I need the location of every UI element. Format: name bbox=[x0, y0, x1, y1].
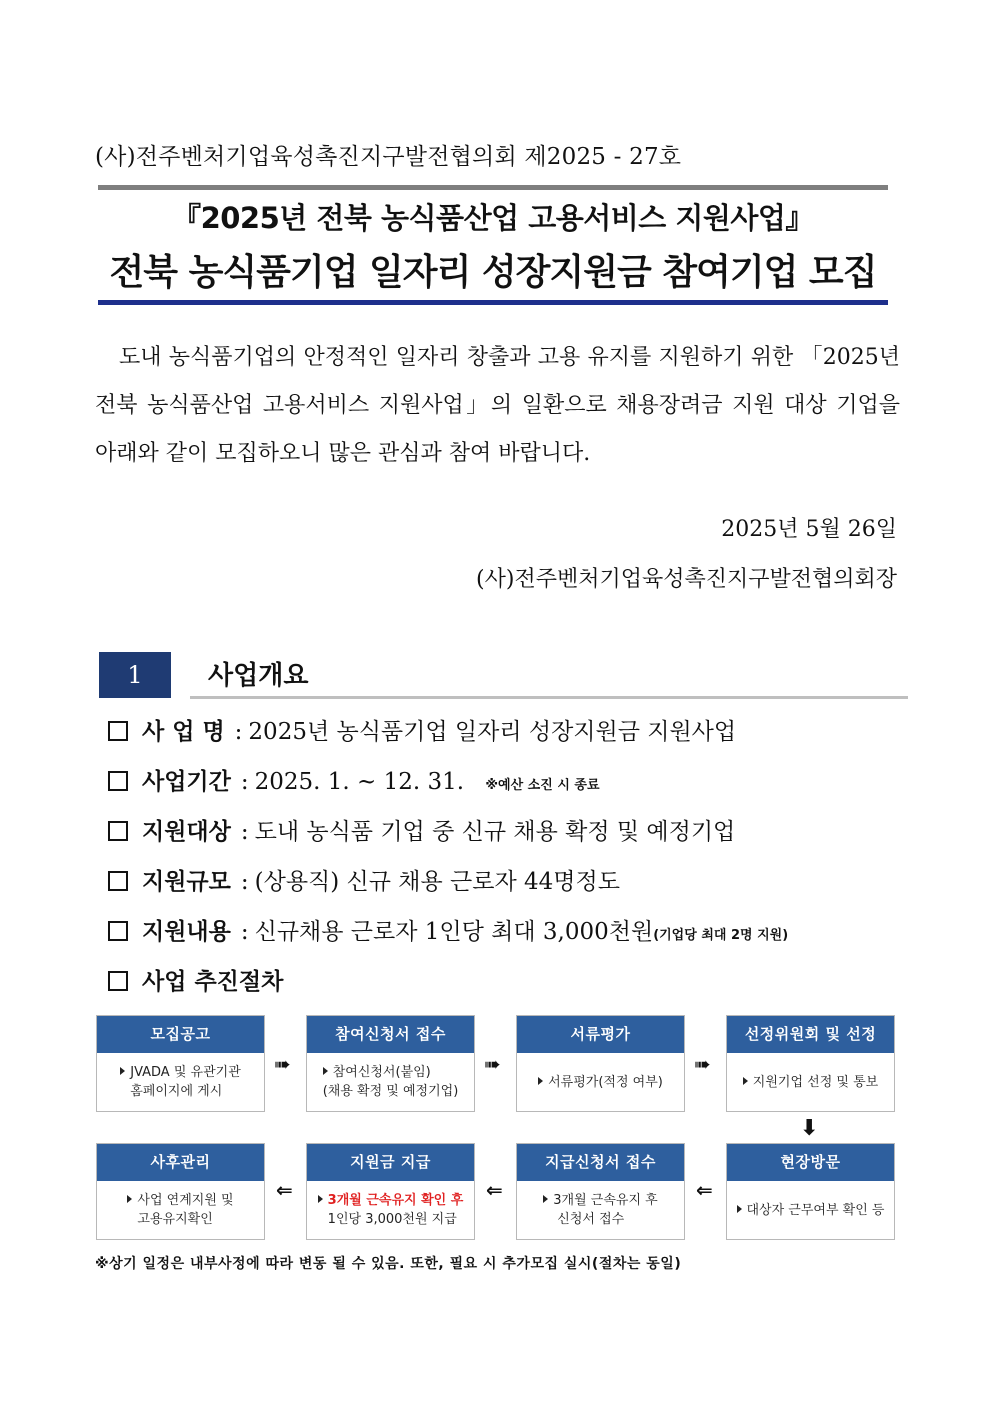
arrow-left-icon: ⇐ bbox=[486, 1178, 503, 1202]
flow-step-title: 참여신청서 접수 bbox=[307, 1016, 474, 1053]
document-number: (사)전주벤처기업육성촉진지구발전협의회 제2025 - 27호 bbox=[95, 144, 682, 170]
arrow-right-icon: ➠ bbox=[274, 1052, 291, 1076]
item-value: 도내 농식품 기업 중 신규 채용 확정 및 예정기업 bbox=[254, 819, 736, 845]
item-note: (기업당 최대 2명 지원) bbox=[653, 928, 789, 943]
bullet-triangle-icon bbox=[538, 1077, 543, 1085]
flow-step-aftercare bbox=[96, 1143, 265, 1240]
item-support-scale bbox=[108, 863, 620, 896]
arrow-left-icon: ⇐ bbox=[276, 1178, 293, 1202]
item-label: 지원내용 bbox=[142, 919, 231, 945]
flow-step-title: 모집공고 bbox=[97, 1016, 264, 1053]
header-rule bbox=[98, 185, 888, 190]
flow-step-text: 홈페이지에 게시 bbox=[130, 1084, 223, 1099]
flow-step-text: 대상자 근무여부 확인 등 bbox=[746, 1202, 885, 1218]
flow-step-title: 사후관리 bbox=[97, 1144, 264, 1181]
flow-step-recruitment-notice bbox=[96, 1015, 265, 1112]
item-value: 2025. 1. ~ 12. 31. bbox=[254, 769, 465, 795]
title-line-2: 전북 농식품기업 일자리 성장지원금 참여기업 모집 bbox=[109, 252, 877, 293]
bullet-triangle-icon bbox=[318, 1195, 323, 1203]
colon: : bbox=[240, 769, 249, 795]
item-label: 사업기간 bbox=[142, 769, 231, 795]
item-business-name bbox=[108, 713, 736, 746]
flow-step-text: (채용 확정 및 예정기업) bbox=[322, 1084, 459, 1099]
section-title: 사업개요 bbox=[208, 661, 309, 691]
colon: : bbox=[234, 719, 243, 745]
flow-step-text: 고용유지확인 bbox=[137, 1212, 213, 1227]
flow-step-text: 지원기업 선정 및 통보 bbox=[752, 1074, 879, 1090]
checkbox-square-icon bbox=[108, 721, 128, 741]
flow-step-text: JVADA 및 유관기관 bbox=[130, 1065, 241, 1080]
flow-step-document-review bbox=[516, 1015, 685, 1112]
title-rule bbox=[98, 300, 888, 305]
colon: : bbox=[240, 819, 249, 845]
section-number-badge: 1 bbox=[99, 652, 171, 698]
item-business-period bbox=[108, 763, 600, 796]
flow-step-payment bbox=[306, 1143, 475, 1240]
flow-step-text: 3개월 근속유지 후 bbox=[553, 1193, 658, 1208]
flow-step-title: 선정위원회 및 선정 bbox=[727, 1016, 894, 1053]
intro-paragraph: 도내 농식품기업의 안정적인 일자리 창출과 고용 유지를 지원하기 위한 「2025년 전북 농식품산업 고용서비스 지원사업」의 일환으로 채용장려금 지원 대상 기업을 아래와 같이 모집하오니 많은 관심과 참여 바랍니다. bbox=[95, 345, 900, 466]
bullet-triangle-icon bbox=[743, 1077, 748, 1085]
section-rule bbox=[190, 696, 908, 699]
flow-step-selection bbox=[726, 1015, 895, 1112]
flow-step-text: 사업 연계지원 및 bbox=[137, 1193, 234, 1208]
flow-step-title: 지원금 지급 bbox=[307, 1144, 474, 1181]
flow-step-text: 신청서 접수 bbox=[557, 1212, 625, 1227]
bullet-triangle-icon bbox=[323, 1067, 328, 1075]
checkbox-square-icon bbox=[108, 971, 128, 991]
arrow-down-icon: ⬇ bbox=[800, 1116, 819, 1141]
bullet-triangle-icon bbox=[737, 1205, 742, 1213]
issue-date: 2025년 5월 26일 bbox=[721, 517, 897, 542]
flow-step-text-highlight: 3개월 근속유지 확인 후 bbox=[327, 1193, 464, 1208]
arrow-right-icon: ➠ bbox=[484, 1052, 501, 1076]
bullet-triangle-icon bbox=[543, 1195, 548, 1203]
colon: : bbox=[240, 919, 249, 945]
bullet-triangle-icon bbox=[127, 1195, 132, 1203]
flow-step-application bbox=[306, 1015, 475, 1112]
item-note: ※예산 소진 시 종료 bbox=[485, 778, 600, 793]
item-value: 2025년 농식품기업 일자리 성장지원금 지원사업 bbox=[248, 719, 737, 745]
flow-step-text: 1인당 3,000천원 지급 bbox=[327, 1212, 457, 1227]
flow-step-title: 서류평가 bbox=[517, 1016, 684, 1053]
item-support-target bbox=[108, 813, 735, 846]
bullet-triangle-icon bbox=[120, 1067, 125, 1075]
item-label: 지원규모 bbox=[142, 869, 231, 895]
checkbox-square-icon bbox=[108, 821, 128, 841]
arrow-left-icon: ⇐ bbox=[696, 1178, 713, 1202]
item-label: 지원대상 bbox=[142, 819, 231, 845]
arrow-right-icon: ➠ bbox=[694, 1052, 711, 1076]
flow-step-payment-application bbox=[516, 1143, 685, 1240]
checkbox-square-icon bbox=[108, 921, 128, 941]
checkbox-square-icon bbox=[108, 771, 128, 791]
checkbox-square-icon bbox=[108, 871, 128, 891]
flow-step-title: 지급신청서 접수 bbox=[517, 1144, 684, 1181]
item-value: 신규채용 근로자 1인당 최대 3,000천원 bbox=[254, 919, 654, 945]
item-support-content bbox=[108, 913, 788, 946]
footnote: ※상기 일정은 내부사정에 따라 변동 될 수 있음. 또한, 필요 시 추가모집 실시(절차는 동일) bbox=[95, 1256, 682, 1272]
flow-step-text: 서류평가(적정 여부) bbox=[548, 1074, 663, 1090]
item-procedure bbox=[108, 963, 283, 996]
signer: (사)전주벤처기업육성촉진지구발전협의회장 bbox=[476, 567, 897, 592]
title-line-1: 『2025년 전북 농식품산업 고용서비스 지원사업』 bbox=[172, 201, 814, 235]
item-value: (상용직) 신규 채용 근로자 44명정도 bbox=[254, 869, 620, 895]
item-label: 사업 추진절차 bbox=[142, 969, 284, 995]
flow-step-title: 현장방문 bbox=[727, 1144, 894, 1181]
colon: : bbox=[240, 869, 249, 895]
item-label: 사 업 명 bbox=[142, 719, 225, 745]
flow-step-text: 참여신청서(붙임) bbox=[332, 1065, 431, 1080]
flow-step-site-visit bbox=[726, 1143, 895, 1240]
